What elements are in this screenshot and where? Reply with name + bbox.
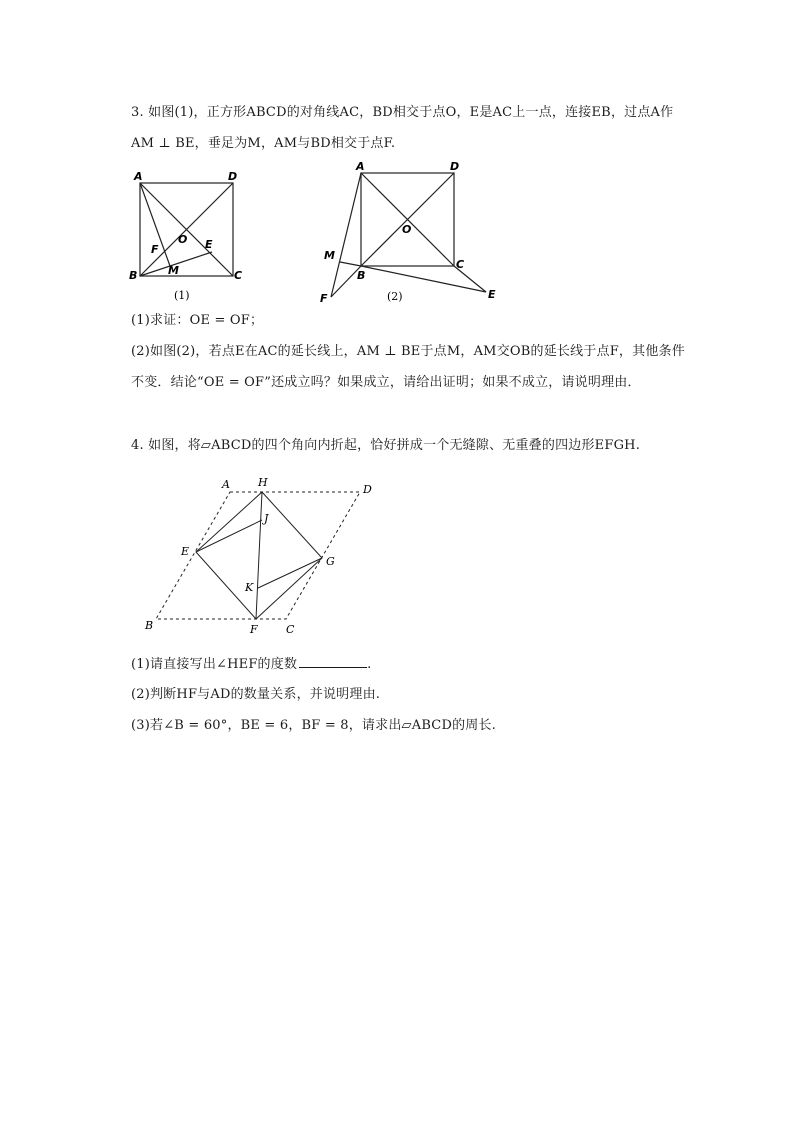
fig2-diagonal-ac	[361, 173, 454, 266]
q3-part2-line2: 不变．结论“OE = OF”还成立吗？如果成立，请给出证明；如果不成立，请说明理由．	[131, 375, 641, 390]
fig2-segment-af	[331, 173, 361, 297]
fig1-label-b: B	[129, 269, 138, 282]
q4-segment-hf	[256, 492, 262, 619]
fig1-label-a: A	[134, 170, 143, 183]
fig2-label-d: D	[450, 160, 460, 173]
fig1-label-m: M	[168, 264, 179, 277]
q4-stem: 4. 如图，将▱ABCD的四个角向内折起，恰好拼成一个无缝隙、无重叠的四边形EFGH.	[131, 438, 641, 453]
q4-part1	[131, 655, 372, 674]
fig2-diagonal-bd	[361, 173, 454, 266]
q4-label-j: J	[264, 512, 269, 525]
q4-label-h: H	[258, 476, 268, 489]
fig1-segment-am	[140, 183, 170, 266]
q4-label-b: B	[145, 619, 154, 632]
q4-label-a: A	[222, 478, 230, 491]
q3-part2-line1: (2)如图(2)，若点E在AC的延长线上，AM ⊥ BE于点M，AM交OB的延长线于点F，其他条件	[131, 344, 685, 359]
q4-label-g: G	[326, 555, 335, 568]
fig1-diagonal-ac	[140, 183, 233, 276]
fig1-square	[140, 183, 233, 276]
fig2-label-e: E	[488, 288, 496, 301]
fig2-label-a: A	[356, 160, 365, 173]
q4-part1-text: (1)请直接写出∠HEF的度数	[131, 657, 298, 672]
fig2-segment-be	[361, 266, 486, 292]
q4-label-c: C	[286, 623, 295, 636]
fig2-label-c: C	[456, 258, 465, 271]
q3-stem-line2: AM ⊥ BE，垂足为M，AM与BD相交于点F.	[131, 136, 396, 151]
fig2-label-f: F	[320, 292, 328, 305]
fig1-label-f: F	[151, 243, 159, 256]
fig2-label-m: M	[324, 249, 335, 262]
q4-label-e: E	[181, 545, 190, 558]
fig2-square	[361, 173, 454, 266]
q4-part2: (2)判断HF与AD的数量关系，并说明理由.	[131, 687, 381, 702]
fig1-label-d: D	[228, 170, 238, 183]
q4-part1-period: .	[367, 657, 372, 672]
fig1-label-o: O	[178, 233, 188, 246]
q4-part1-answer-blank[interactable]	[299, 655, 367, 668]
q4-segment-ej	[196, 520, 262, 552]
fig2-segment-ce	[454, 266, 486, 292]
fig2-caption: (2)	[387, 290, 403, 303]
fig1-label-e: E	[205, 238, 213, 251]
q4-label-d: D	[363, 483, 372, 496]
fig2-label-b: B	[357, 269, 366, 282]
q3-stem-line1: 3. 如图(1)，正方形ABCD的对角线AC，BD相交于点O，E是AC上一点，连接EB，过点A作	[131, 105, 674, 120]
q4-part3: (3)若∠B = 60°，BE = 6，BF = 8，请求出▱ABCD的周长.	[131, 718, 497, 733]
q4-segment-gk	[258, 558, 322, 588]
fig1-label-c: C	[234, 269, 243, 282]
fig1-caption: (1)	[174, 289, 190, 302]
q3-part1: (1)求证：OE = OF；	[131, 313, 264, 328]
fig1-diagonal-bd	[140, 183, 233, 276]
fig1-segment-be	[140, 252, 212, 276]
q4-parallelogram	[156, 492, 360, 619]
q4-label-f: F	[250, 623, 258, 636]
fig2-segment-bm	[340, 262, 361, 266]
fig2-label-o: O	[402, 223, 412, 236]
q4-quadrilateral-efgh	[196, 492, 322, 619]
q4-label-k: K	[245, 581, 254, 594]
fig2-segment-bf	[331, 266, 361, 297]
